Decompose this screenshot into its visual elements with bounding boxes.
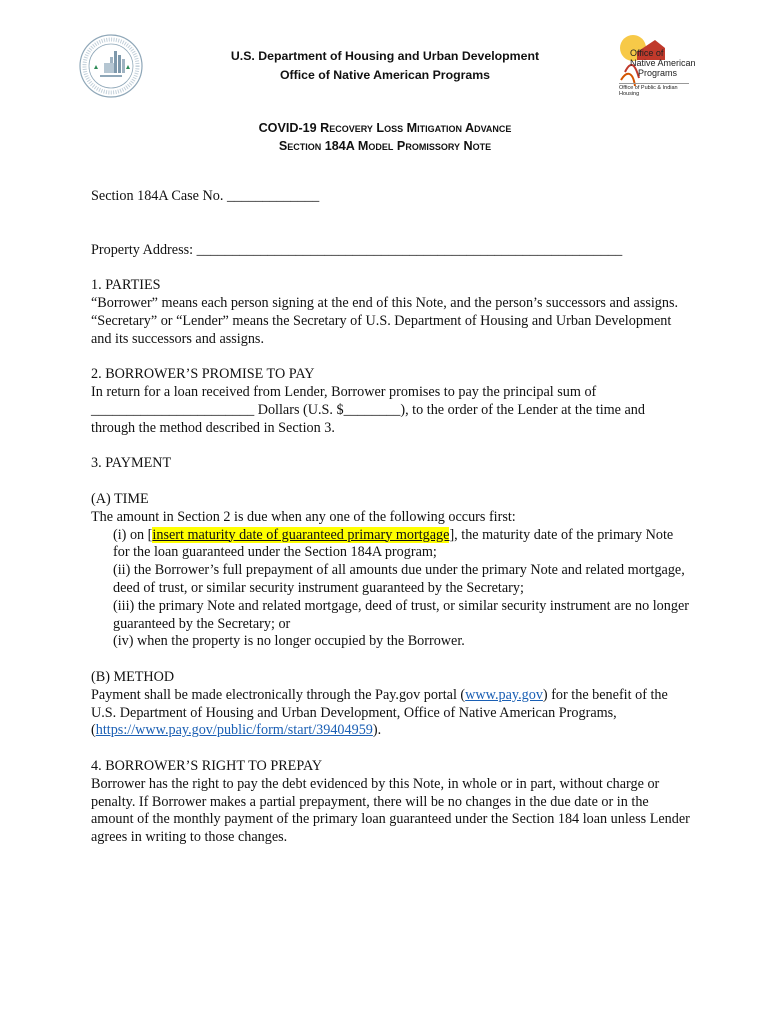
document-title: [100, 119, 670, 155]
payment-item-iii: (iii) the primary Note and related mortgage, deed of trust, or similar security instrument are no longer guaranteed by the Secretary; or: [113, 597, 689, 632]
document-body: [91, 188, 691, 847]
onap-logo-text: Office of Native American Programs: [630, 48, 696, 78]
payment-item-iv: (iv) when the property is no longer occupied by the Borrower.: [113, 633, 465, 650]
agency-header: [150, 47, 620, 85]
method-heading: (B) METHOD: [91, 668, 175, 685]
payment-item-ii: (ii) the Borrower’s full prepayment of all amounts due under the primary Note and related mortgage, deed of trust, or similar security instrument guaranteed by the Secretary;: [113, 562, 685, 596]
title-line-2: Section 184A Model Promissory Note: [278, 139, 492, 153]
method-text: Payment shall be made electronically through the Pay.gov portal (www.pay.gov) for the benefit of the U.S. Department of Housing and Urban Development, Office of Native American Programs, (https://www.pay.gov/public/form/start/39404959).: [91, 686, 668, 739]
payment-item-i: (i) on [insert maturity date of guaranteed primary mortgage], the maturity date of the primary Note for the loan guaranteed under the Section 184A program;: [113, 526, 674, 561]
paygov-link[interactable]: www.pay.gov: [465, 686, 543, 703]
hud-seal-icon: [78, 33, 144, 99]
office-name: Office of Native American Programs: [279, 68, 491, 82]
time-intro: The amount in Section 2 is due when any one of the following occurs first:: [91, 508, 516, 525]
promise-text: In return for a loan received from Lender, Borrower promises to pay the principal sum of _______________________ Dollars (U.S. $________), to the order of the Lender at the time and through the method described in Section 3.: [91, 384, 645, 436]
payment-heading: 3. PAYMENT: [91, 455, 172, 472]
prepay-heading: 4. BORROWER’S RIGHT TO PREPAY: [91, 757, 323, 774]
agency-name: U.S. Department of Housing and Urban Development: [230, 49, 540, 63]
parties-heading: 1. PARTIES: [91, 277, 161, 294]
case-number-field: Section 184A Case No. _____________: [91, 188, 320, 204]
paygov-form-link[interactable]: https://www.pay.gov/public/form/start/39404959: [95, 722, 373, 739]
prepay-text: Borrower has the right to pay the debt evidenced by this Note, in whole or in part, without charge or penalty. If Borrower makes a partial prepayment, there will be no changes in the due date or in the amount of the monthly payment of the primary loan guaranteed under the Section 184 loan unless Lender agrees in writing to those changes.: [91, 775, 690, 846]
time-heading: (A) TIME: [91, 490, 149, 507]
maturity-date-placeholder: insert maturity date of guaranteed primary mortgage: [152, 526, 450, 543]
parties-text: “Borrower” means each person signing at the end of this Note, and the person’s successors and assigns. “Secretary” or “Lender” means the Secretary of U.S. Department of Housing and Urban Development and its successors and assigns.: [91, 295, 679, 347]
property-address-field: Property Address: ____________________________________________________________: [91, 241, 623, 258]
promise-heading: 2. BORROWER’S PROMISE TO PAY: [91, 366, 315, 383]
title-line-1: COVID-19 Recovery Loss Mitigation Advance: [258, 121, 512, 135]
onap-logo-subtitle: Office of Public & Indian Housing: [619, 83, 689, 97]
